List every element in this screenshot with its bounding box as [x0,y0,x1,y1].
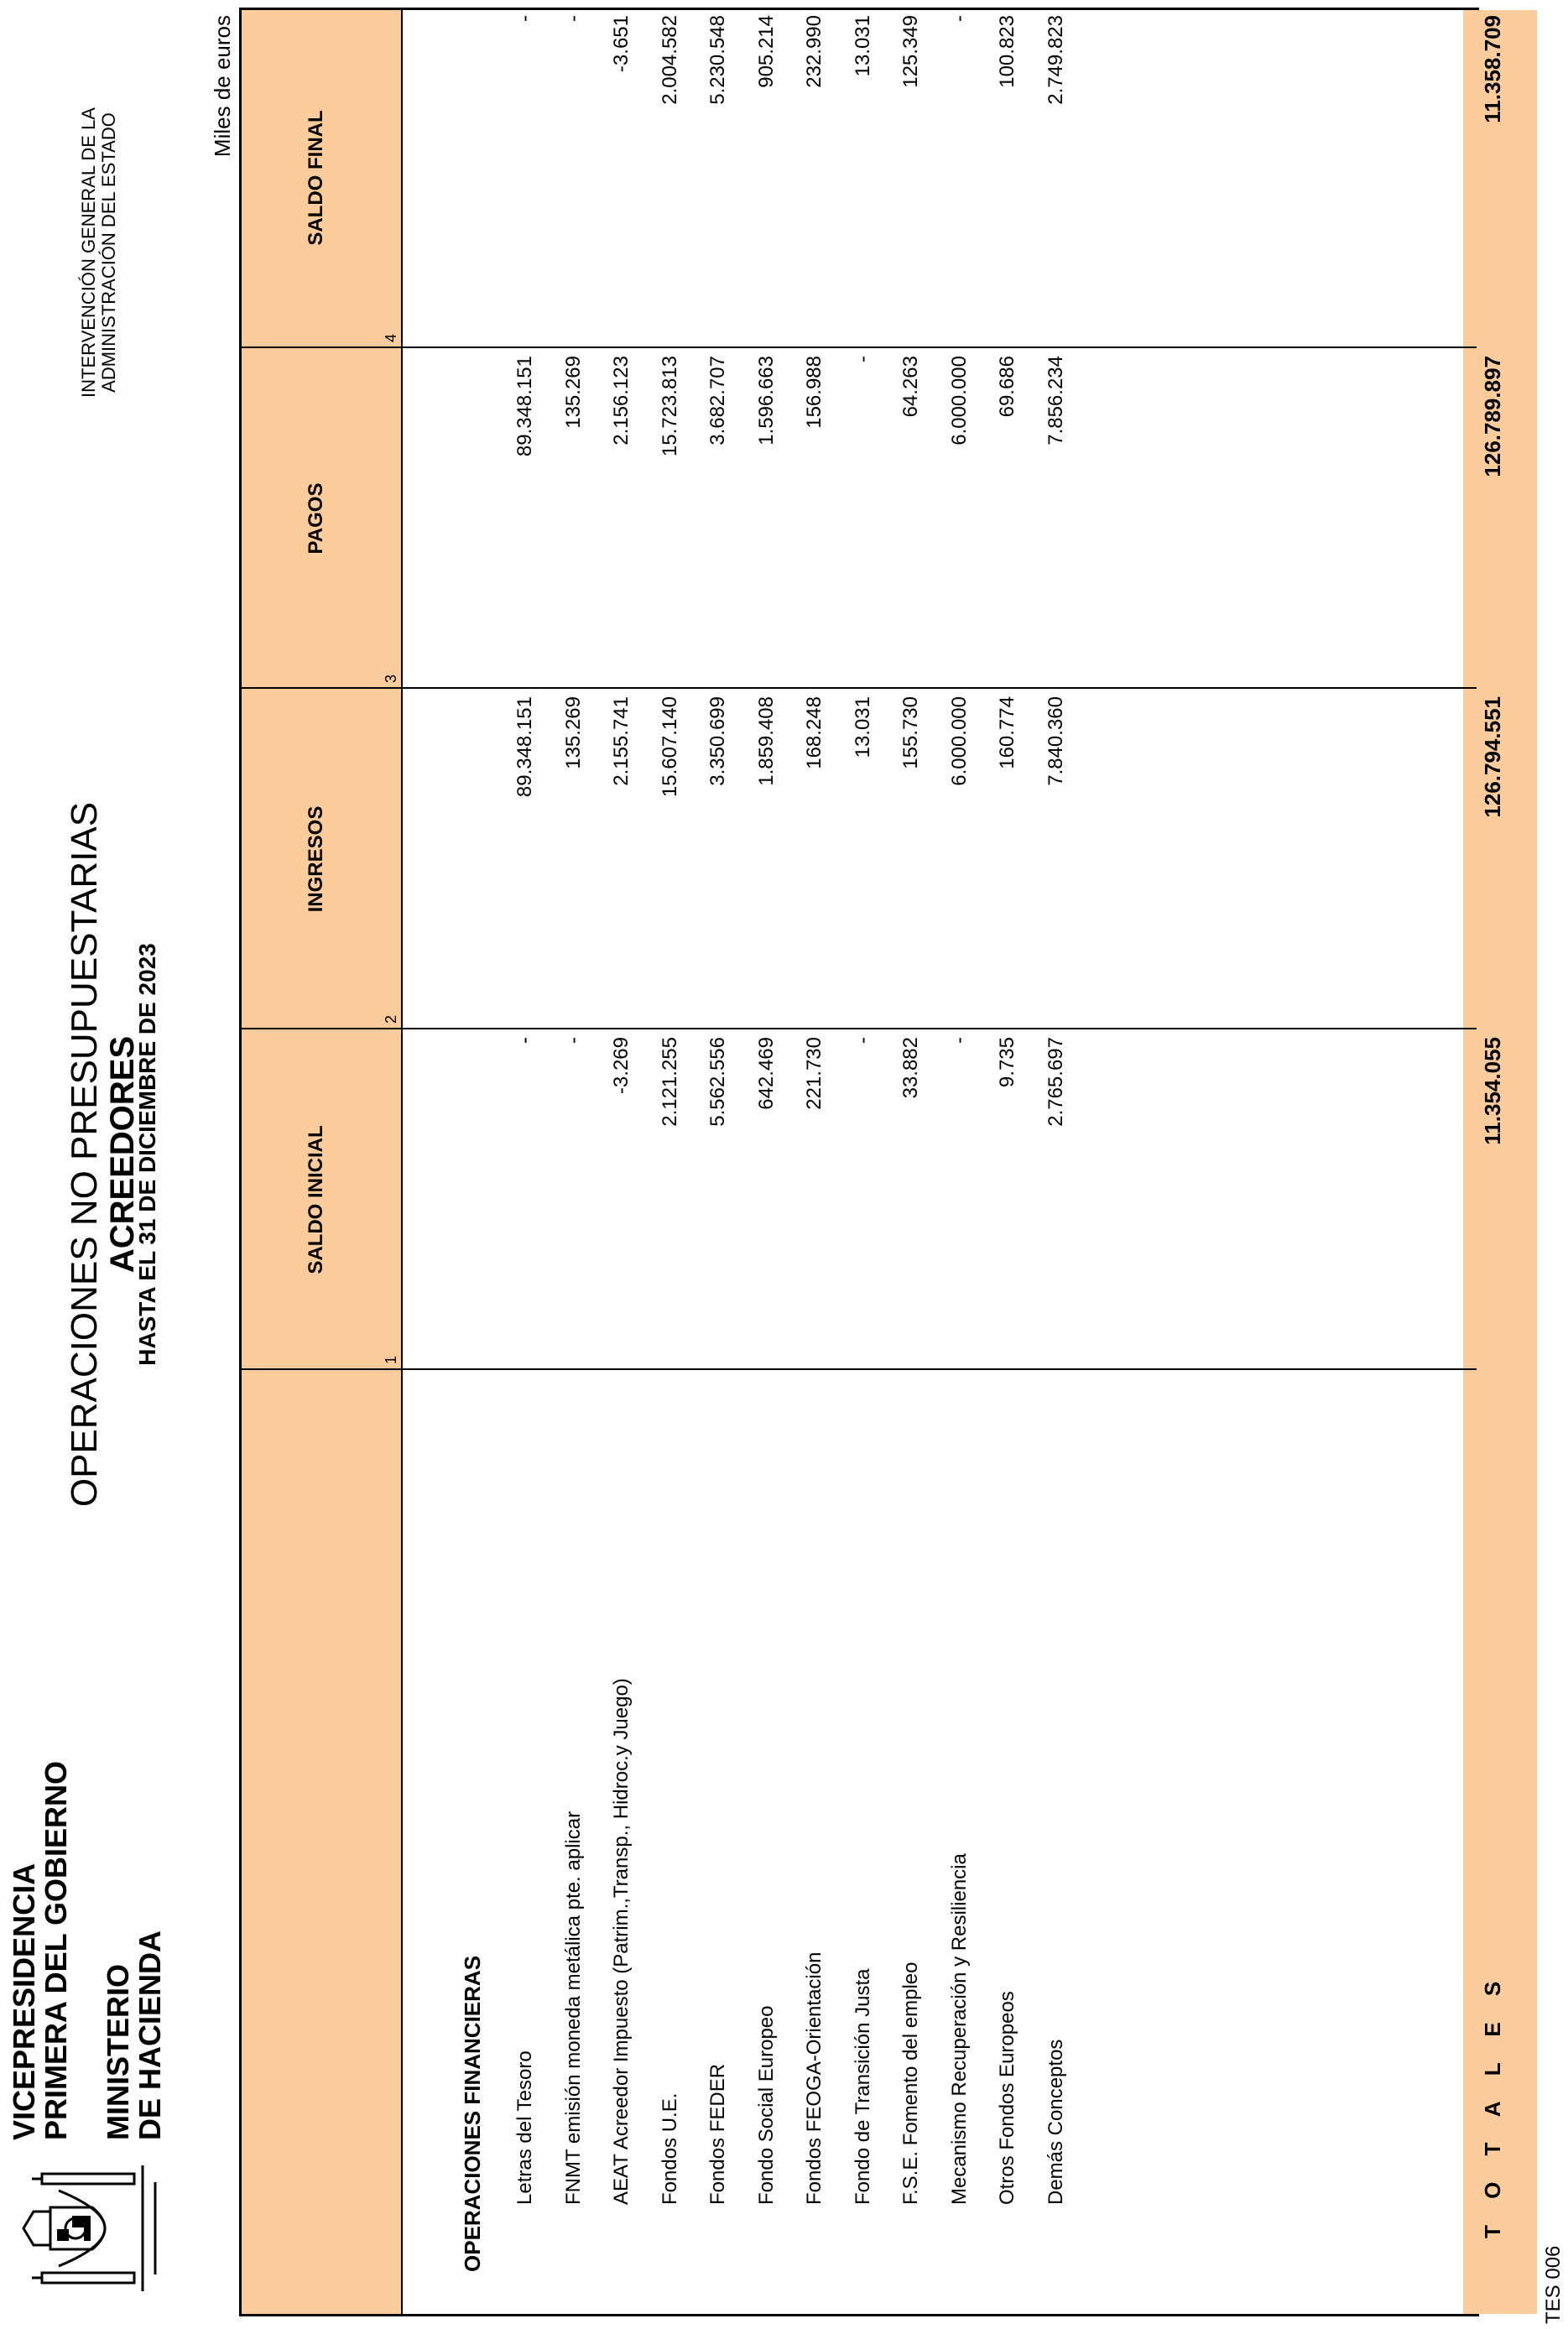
cell-ingresos: 135.269 [561,696,585,769]
cell-saldo-inicial: 2.765.697 [1044,1037,1067,1127]
column-index: 1 [383,1355,399,1364]
cell-saldo-inicial: 5.562.556 [706,1037,729,1127]
row-label: Fondo Social Europeo [754,2005,778,2205]
cell-ingresos: 2.155.741 [610,696,633,786]
header-ingresos: INGRESOS [305,805,327,913]
cell-pagos: 3.682.707 [706,356,729,445]
cell-ingresos: 13.031 [851,696,874,758]
cell-ingresos: 6.000.000 [947,696,971,786]
cell-ingresos: 3.350.699 [706,696,729,786]
cell-saldo-final: 13.031 [851,15,874,77]
cell-saldo-inicial: - [561,1037,585,1044]
column-index: 2 [383,1014,399,1024]
row-label: AEAT Acreedor Impuesto (Patrim.,Transp., Hidroc.y Juego) [610,1678,633,2205]
total-ingresos: 126.794.551 [1480,696,1505,818]
cell-pagos: 15.723.813 [658,356,681,457]
totals-label: T O T A L E S [1480,1971,1505,2238]
cell-saldo-inicial: 221.730 [803,1037,826,1110]
cell-pagos: 135.269 [561,356,585,429]
row-label: Fondos FEOGA-Orientación [803,1951,826,2205]
column-divider [242,346,1477,348]
cell-saldo-inicial: 642.469 [754,1037,778,1110]
cell-pagos: 89.348.151 [513,356,536,457]
cell-ingresos: 7.840.360 [1044,696,1067,786]
data-table [239,8,1505,2316]
category-heading: OPERACIONES FINANCIERAS [460,1955,485,2272]
column-index: 4 [383,333,399,342]
report-title: OPERACIONES NO PRESUPUESTARIAS [64,801,105,1508]
cell-saldo-inicial: 33.882 [899,1037,922,1099]
cell-saldo-final: 100.823 [996,15,1018,88]
agency-line-1: INTERVENCIÓN GENERAL DE LA [78,107,99,398]
cell-pagos: 2.156.123 [610,356,633,445]
cell-saldo-final: 2.749.823 [1044,15,1067,105]
cell-saldo-inicial: 2.121.255 [658,1037,681,1127]
cell-saldo-final: 125.349 [899,15,922,88]
cell-ingresos: 1.859.408 [754,696,778,786]
header-saldo-inicial: SALDO INICIAL [305,1125,327,1274]
cell-saldo-final: - [561,15,585,22]
cell-saldo-final: -3.651 [610,15,633,73]
cell-saldo-inicial: -3.269 [610,1037,633,1095]
cell-saldo-final: - [513,15,536,22]
ministry-line-4: DE HACIENDA [133,1930,167,2140]
cell-pagos: 6.000.000 [947,356,971,445]
cell-saldo-final: - [947,15,971,22]
cell-pagos: 69.686 [996,356,1018,418]
report-period: HASTA EL 31 DE DICIEMBRE DE 2023 [134,943,160,1366]
units-label: Miles de euros [210,15,235,158]
cell-saldo-final: 232.990 [803,15,826,88]
agency-line-2: ADMINISTRACIÓN DEL ESTADO [98,112,119,393]
total-saldo-inicial: 11.354.055 [1480,1037,1505,1145]
column-divider [242,687,1477,689]
ministry-line-2: PRIMERA DEL GOBIERNO [39,1760,73,2140]
ministry-line-1: VICEPRESIDENCIA [7,1863,41,2140]
row-label: F.S.E. Fomento del empleo [899,1962,922,2205]
row-label: FNMT emisión moneda metálica pte. aplicar [561,1811,585,2205]
cell-pagos: 7.856.234 [1044,356,1067,445]
cell-ingresos: 155.730 [899,696,922,769]
cell-ingresos: 15.607.140 [658,696,681,798]
column-divider [242,1368,1477,1370]
cell-ingresos: 160.774 [996,696,1018,769]
cell-pagos: 1.596.663 [754,356,778,445]
header-saldo-final: SALDO FINAL [305,110,327,246]
cell-saldo-inicial: - [851,1037,874,1044]
cell-saldo-inicial: - [947,1037,971,1044]
total-saldo-final: 11.358.709 [1480,15,1505,123]
row-label: Otros Fondos Europeos [996,1991,1018,2205]
cell-pagos: 64.263 [899,356,922,418]
cell-pagos: 156.988 [803,356,826,429]
row-label: Fondos FEDER [706,2063,729,2205]
cell-saldo-inicial: - [513,1037,536,1044]
row-label: Letras del Tesoro [513,2050,536,2205]
cell-ingresos: 89.348.151 [513,696,536,798]
cell-saldo-final: 905.214 [754,15,778,88]
cell-saldo-final: 2.004.582 [658,15,681,105]
total-pagos: 126.789.897 [1480,356,1505,477]
row-label: Fondo de Transición Justa [851,1968,874,2205]
document-code: TES 006 [1542,2245,1565,2324]
coat-of-arms-icon [17,2149,173,2308]
ministry-line-3: MINISTERIO [101,1963,135,2140]
cell-saldo-final: 5.230.548 [706,15,729,105]
column-index: 3 [383,674,399,683]
cell-ingresos: 168.248 [803,696,826,769]
report-subtitle: ACREEDORES [104,1035,141,1274]
cell-saldo-inicial: 9.735 [996,1037,1018,1088]
row-label: Demás Conceptos [1044,2039,1067,2205]
cell-pagos: - [851,356,874,362]
header-pagos: PAGOS [305,482,327,555]
row-label: Mecanismo Recuperación y Resiliencia [947,1853,971,2205]
column-divider [242,1028,1477,1029]
row-label: Fondos U.E. [658,2092,681,2205]
